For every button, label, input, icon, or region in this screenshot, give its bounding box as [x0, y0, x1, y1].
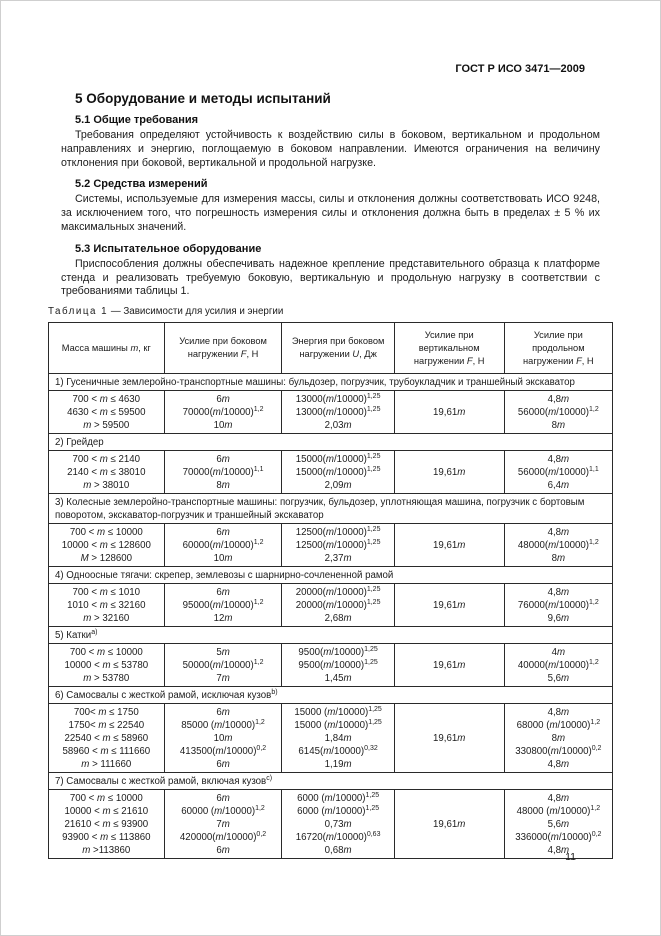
group-title: 1) Гусеничные землеройно-транспортные машины: бульдозер, погрузчик, трубоукладчик и траншейный экскаватор	[49, 374, 613, 391]
formula-line: 2,68m	[324, 612, 352, 624]
formula-line: 6m	[216, 526, 230, 538]
vertical-force-cell	[394, 584, 504, 627]
formula-line: $76000(m/10000)^{1,2}$	[517, 598, 599, 611]
group-title-row	[49, 567, 613, 584]
formula-line: 2,03m	[324, 419, 352, 431]
formula-line: 19,61m	[433, 732, 466, 744]
formula-line: $15000(m/10000)^{1,25}$	[295, 452, 381, 465]
formula-line: 1750< m ≤ 22540	[68, 719, 145, 731]
group-data-row	[49, 524, 613, 567]
formula-line: 700 < m ≤ 2140	[72, 453, 141, 465]
formula-line: 19,61m	[433, 539, 466, 551]
formula-line: m > 53780	[83, 672, 130, 684]
formula-line: 22540 < m ≤ 58960	[64, 732, 149, 744]
side-energy-cell	[282, 391, 394, 434]
group-title: 4) Одноосные тягачи: скрепер, землевозы с шарнирно-сочлененной рамой	[49, 567, 613, 584]
table-caption	[48, 306, 613, 317]
group-data-row	[49, 451, 613, 494]
formula-line: 6,4m	[547, 479, 570, 491]
side-force-cell	[164, 790, 282, 859]
formula-line: m >113860	[82, 844, 131, 856]
vertical-force-cell	[394, 704, 504, 773]
side-energy-cell	[282, 584, 394, 627]
formula-line: 5,6m	[547, 672, 570, 684]
longitudinal-force-cell	[504, 704, 612, 773]
formula-line: 10m	[213, 419, 233, 431]
formula-line: $12500(m/10000)^{1,25}$	[295, 538, 381, 551]
column-header: Усилие при боковом нагружении F, Н	[164, 323, 282, 374]
group-title-row	[49, 434, 613, 451]
formula-line: 4630 < m ≤ 59500	[67, 406, 146, 418]
longitudinal-force-cell	[504, 584, 612, 627]
formula-line: 6000 $(m/10000)^{1,25}$	[297, 791, 380, 804]
formula-line: 6m	[216, 844, 230, 856]
formula-line: 8m	[551, 552, 566, 564]
formula-line: 6m	[216, 792, 230, 804]
table-header-row	[49, 323, 613, 374]
column-header: Энергия при боковом нагружении U, Дж	[282, 323, 394, 374]
side-energy-cell	[282, 451, 394, 494]
formula-line: 19,61m	[433, 818, 466, 830]
formula-line: 85000 $(m/10000)^{1,2}$	[181, 718, 265, 731]
mass-cell	[49, 391, 165, 434]
side-force-cell	[164, 391, 282, 434]
formula-line: $13000(m/10000)^{1,25}$	[295, 405, 381, 418]
vertical-force-cell	[394, 391, 504, 434]
formula-line: 4,8m	[547, 844, 570, 856]
formula-line: 4,8m	[547, 792, 570, 804]
formula-line: 6m	[216, 453, 230, 465]
formula-line: m > 38010	[83, 479, 130, 491]
subsection-paragraph-5-1: Требования определяют устойчивость к воздействию силы в боковом, вертикальном и продольном направлениях и энергию, поглощаемую в боковом направлении. Имеются ограничения на величину отклонения при боковой, вертикальной и продольной нагрузке.	[61, 129, 600, 169]
formula-line: 10000 < m ≤ 128600	[61, 539, 151, 551]
subsection-paragraph-5-2: Системы, используемые для измерения массы, силы и отклонения должны соответствовать ИСО 9248, за исключением того, что погрешность измерения силы и отклонения должна быть в пределах ± 5 % их максимальных значений.	[61, 193, 600, 233]
formula-line: 58960 < m ≤ 111660	[62, 745, 151, 757]
formula-line: 21610 < m ≤ 93900	[64, 818, 149, 830]
side-force-cell	[164, 644, 282, 687]
group-data-row	[49, 391, 613, 434]
force-energy-table-body	[49, 323, 613, 859]
formula-line: $13000(m/10000)^{1,25}$	[295, 392, 381, 405]
formula-line: $9500(m/10000)^{1,25}$	[298, 658, 378, 671]
formula-line: 700 < m ≤ 10000	[69, 646, 143, 658]
side-energy-cell	[282, 644, 394, 687]
formula-line: 10000 < m ≤ 21610	[64, 805, 149, 817]
formula-line: m > 32160	[83, 612, 130, 624]
formula-line: $12500(m/10000)^{1,25}$	[295, 525, 381, 538]
formula-line: 6m	[216, 758, 230, 770]
formula-line: 1,84m	[324, 732, 352, 744]
group-title-row	[49, 687, 613, 704]
formula-line: 7m	[216, 672, 230, 684]
formula-line: 60000 $(m/10000)^{1,2}$	[181, 804, 265, 817]
formula-line: $6145(m/10000)^{0,32}$	[298, 744, 378, 757]
formula-line: 7m	[216, 818, 230, 830]
table-block	[48, 306, 613, 859]
subsection-heading-5-1: 5.1 Общие требования	[75, 114, 199, 126]
group-title-row	[49, 374, 613, 391]
longitudinal-force-cell	[504, 644, 612, 687]
formula-line: 8m	[551, 732, 566, 744]
force-energy-table	[48, 322, 613, 859]
formula-line: $70000(m/10000)^{1,1}$	[182, 465, 264, 478]
mass-cell	[49, 584, 165, 627]
formula-line: 6m	[216, 586, 230, 598]
group-data-row	[49, 704, 613, 773]
group-data-row	[49, 644, 613, 687]
formula-line: 4m	[551, 646, 566, 658]
column-header: Масса машины m, кг	[49, 323, 165, 374]
column-header: Усилие при вертикальном нагружении F, Н	[394, 323, 504, 374]
formula-line: 9,6m	[547, 612, 570, 624]
formula-line: 93900 < m ≤ 113860	[62, 831, 151, 843]
formula-line: $16720(m/10000)^{0,63}$	[295, 830, 381, 843]
side-energy-cell	[282, 790, 394, 859]
mass-cell	[49, 451, 165, 494]
subsection-heading-5-3: 5.3 Испытательное оборудование	[75, 242, 262, 255]
formula-line: $20000(m/10000)^{1,25}$	[295, 585, 381, 598]
formula-line: 4,8m	[547, 453, 570, 465]
formula-line: 700 < m ≤ 1010	[72, 586, 141, 598]
column-header: Усилие при продольном нагружении F, Н	[504, 323, 612, 374]
formula-line: 10m	[213, 552, 233, 564]
formula-line: $48000(m/10000)^{1,2}$	[517, 538, 599, 551]
formula-line: $95000(m/10000)^{1,2}$	[182, 598, 264, 611]
mass-cell	[49, 704, 165, 773]
formula-line: 1010 < m ≤ 32160	[67, 599, 146, 611]
formula-line: 68000 $(m/10000)^{1,2}$	[516, 718, 601, 731]
formula-line: 0,68m	[324, 844, 352, 856]
chapter-heading: 5 Оборудование и методы испытаний	[75, 91, 331, 106]
formula-line: 700< m ≤ 1750	[73, 706, 139, 718]
mass-cell	[49, 524, 165, 567]
longitudinal-force-cell	[504, 451, 612, 494]
vertical-force-cell	[394, 524, 504, 567]
formula-line: 6m	[216, 706, 230, 718]
group-data-row	[49, 584, 613, 627]
table-caption-label: Таблица 1	[48, 306, 109, 318]
formula-line: $9500(m/10000)^{1,25}$	[298, 645, 378, 658]
group-title-row	[49, 494, 613, 524]
formula-line: $330800(m/10000)^{0,2}$	[515, 744, 602, 757]
formula-line: 1,45m	[324, 672, 352, 684]
formula-line: $60000(m/10000)^{1,2}$	[182, 538, 264, 551]
formula-line: 6m	[216, 393, 230, 405]
formula-line: 6000 $(m/10000)^{1,25}$	[297, 804, 380, 817]
formula-line: 4,8m	[547, 758, 570, 770]
running-header: ГОСТ Р ИСО 3471—2009	[455, 63, 585, 75]
formula-line: 8m	[216, 479, 230, 491]
formula-line: $420000(m/10000)^{0,2}$	[179, 830, 267, 843]
text-block	[61, 91, 600, 299]
formula-line: 1,19m	[324, 758, 352, 770]
mass-cell	[49, 644, 165, 687]
side-force-cell	[164, 451, 282, 494]
formula-line: M > 128600	[80, 552, 133, 564]
formula-line: 2,37m	[324, 552, 352, 564]
table-caption-text: — Зависимости для усилия и энергии	[110, 306, 284, 318]
formula-line: 2,09m	[324, 479, 352, 491]
formula-line: 15000 $(m/10000)^{1,25}$	[294, 705, 382, 718]
formula-line: $56000(m/10000)^{1,2}$	[517, 405, 599, 418]
formula-line: 4,8m	[547, 706, 570, 718]
subsection-paragraph-5-3: Приспособления должны обеспечивать надежное крепление представительного образца к платформе стенда и реализовать требуемую боковую, вертикальную и продольную нагрузку в соответствии с требованиями таблицы 1.	[61, 257, 600, 298]
formula-line: m > 111660	[81, 758, 132, 770]
longitudinal-force-cell	[504, 391, 612, 434]
longitudinal-force-cell	[504, 790, 612, 859]
formula-line: 4,8m	[547, 393, 570, 405]
formula-line: 700 < m ≤ 4630	[72, 393, 141, 405]
formula-line: $50000(m/10000)^{1,2}$	[182, 658, 264, 671]
formula-line: $20000(m/10000)^{1,25}$	[295, 598, 381, 611]
formula-line: 4,8m	[547, 526, 570, 538]
formula-line: 700 < m ≤ 10000	[69, 792, 143, 804]
formula-line: 15000 $(m/10000)^{1,25}$	[294, 718, 382, 731]
formula-line: $56000(m/10000)^{1,1}$	[517, 465, 599, 478]
formula-line: 2140 < m ≤ 38010	[67, 466, 146, 478]
formula-line: $15000(m/10000)^{1,25}$	[295, 465, 381, 478]
formula-line: $70000(m/10000)^{1,2}$	[182, 405, 264, 418]
vertical-force-cell	[394, 451, 504, 494]
formula-line: $40000(m/10000)^{1,2}$	[517, 658, 599, 671]
group-title-row	[49, 773, 613, 790]
formula-line: 12m	[213, 612, 233, 624]
group-title: 3) Колесные землеройно-транспортные машины: погрузчик, бульдозер, уплотняющая машина, погрузчик с бортовым поворотом, экскаватор-погрузчик и траншейный экскаватор	[49, 494, 613, 524]
formula-line: m > 59500	[83, 419, 130, 431]
page-number: 11	[565, 851, 576, 863]
side-force-cell	[164, 704, 282, 773]
group-title-row	[49, 627, 613, 644]
formula-line: 700 < m ≤ 10000	[69, 526, 143, 538]
formula-line: 19,61m	[433, 659, 466, 671]
group-title: 6) Самосвалы с жесткой рамой, исключая кузов$^{b)}$	[49, 687, 613, 704]
formula-line: 19,61m	[433, 466, 466, 478]
group-title: 5) Катки$^{а)}$	[49, 627, 613, 644]
side-energy-cell	[282, 704, 394, 773]
mass-cell	[49, 790, 165, 859]
formula-line: 8m	[551, 419, 566, 431]
formula-line: 5m	[216, 646, 230, 658]
formula-line: 4,8m	[547, 586, 570, 598]
formula-line: 0,73m	[324, 818, 352, 830]
side-energy-cell	[282, 524, 394, 567]
formula-line: 19,61m	[433, 599, 466, 611]
formula-line: 10m	[213, 732, 233, 744]
group-title: 7) Самосвалы с жесткой рамой, включая кузов$^{c)}$	[49, 773, 613, 790]
side-force-cell	[164, 584, 282, 627]
vertical-force-cell	[394, 790, 504, 859]
longitudinal-force-cell	[504, 524, 612, 567]
group-data-row	[49, 790, 613, 859]
formula-line: 48000 $(m/10000)^{1,2}$	[516, 804, 601, 817]
formula-line: $336000(m/10000)^{0,2}$	[515, 830, 602, 843]
formula-line: 19,61m	[433, 406, 466, 418]
vertical-force-cell	[394, 644, 504, 687]
formula-line: 5,6m	[547, 818, 570, 830]
formula-line: $413500(m/10000)^{0,2}$	[179, 744, 267, 757]
group-title: 2) Грейдер	[49, 434, 613, 451]
side-force-cell	[164, 524, 282, 567]
subsection-heading-5-2: 5.2 Средства измерений	[75, 178, 208, 191]
formula-line: 10000 < m ≤ 53780	[64, 659, 149, 671]
